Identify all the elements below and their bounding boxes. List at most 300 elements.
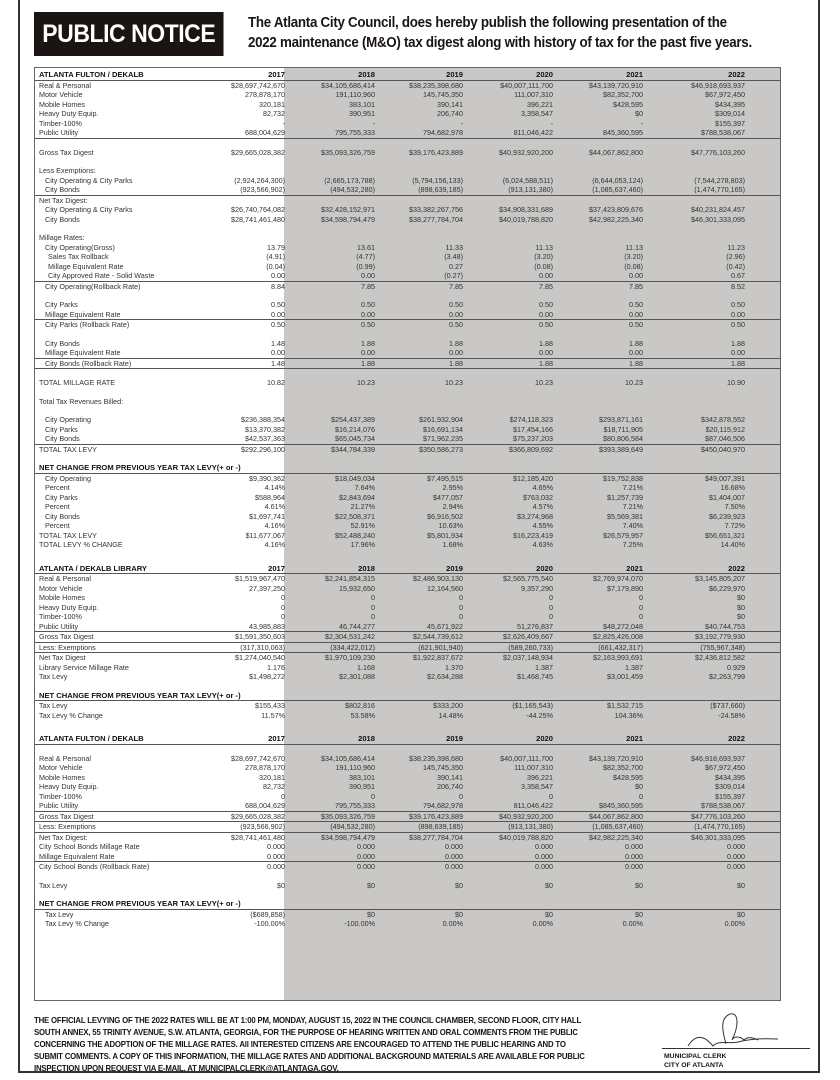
row-label: Millage Equivalent Rate [45, 348, 121, 357]
cell-2017: $28,697,742,670 [231, 80, 285, 90]
table-row [35, 128, 780, 139]
net-change-header [35, 691, 780, 702]
cell-2021: $44,067,862,800 [589, 811, 643, 821]
cell-2022: $2,436,812,582 [695, 653, 745, 662]
cell-2019: 206,740 [437, 782, 463, 791]
row-label: NET CHANGE FROM PREVIOUS YEAR TAX LEVY(+ or -) [39, 690, 241, 700]
cell-2022: $87,046,506 [705, 434, 745, 443]
table-row [35, 842, 780, 852]
cell-2020: (913,131,380) [508, 185, 553, 194]
table-row [35, 603, 780, 613]
cell-2020: 3,358,547 [521, 109, 553, 118]
cell-2018: 0.000 [357, 842, 375, 851]
cell-2017: 278,878,170 [245, 763, 285, 772]
cell-2021: $2,769,974,070 [593, 574, 643, 583]
cell-2017: $28,697,742,670 [231, 753, 285, 763]
cell-2017: 1.48 [271, 338, 285, 348]
cell-2019: 7.85 [449, 281, 463, 291]
cell-2018: 0.00 [361, 309, 375, 319]
row-label: Public Utility [39, 801, 79, 810]
cell-2020: $16,223,419 [513, 530, 553, 540]
cell-2017: $29,665,028,382 [231, 811, 285, 821]
cell-2017: 0.000 [267, 842, 285, 851]
row-label: Library Service Millage Rate [39, 662, 129, 672]
cell-2019: (898,639,185) [418, 185, 463, 194]
cell-2018: 0 [371, 593, 375, 602]
cell-2021: $42,982,225,340 [589, 214, 643, 224]
cell-2021: $37,423,809,676 [589, 205, 643, 214]
cell-2018: $2,241,854,315 [325, 574, 375, 583]
cell-2018: $0 [367, 909, 375, 919]
cell-2021: $428,595 [613, 772, 643, 782]
cell-2022: $67,972,450 [705, 763, 745, 772]
cell-2018: 21.27% [350, 502, 375, 511]
clerk-signature-block [664, 1052, 726, 1070]
row-label: Timber-100% [39, 118, 82, 128]
cell-2021: $0 [635, 782, 643, 791]
cell-2017: 0 [281, 593, 285, 602]
cell-2019: 0 [459, 602, 463, 612]
cell-2019: (5,794,156,133) [412, 175, 463, 185]
cell-2018: 0 [371, 602, 375, 612]
cell-2021: $82,352,700 [603, 763, 643, 772]
cell-2018: 0.50 [361, 300, 375, 309]
cell-2018: 2018 [358, 563, 375, 573]
cell-2021: - [640, 118, 643, 128]
cell-2018: 0.00 [361, 271, 375, 280]
cell-2017: $292,296,100 [241, 444, 285, 454]
cell-2021: $82,352,700 [603, 90, 643, 99]
row-label: City Bonds [45, 185, 80, 194]
table-row [35, 763, 780, 773]
cell-2022: 10.90 [727, 378, 745, 387]
section-header [35, 734, 780, 745]
cell-2022: 2022 [728, 70, 745, 79]
row-label: Gross Tax Digest [39, 147, 94, 157]
cell-2022: $49,007,391 [705, 473, 745, 483]
row-label: TOTAL TAX LEVY [39, 530, 97, 540]
row-label: Millage Equivalent Rate [48, 261, 124, 271]
cell-2017: 0.00 [271, 309, 285, 319]
row-label: City Operating & City Parks [45, 205, 133, 214]
cell-2018: 383,101 [349, 99, 375, 109]
table-row [35, 262, 780, 272]
cell-2018: 0.00 [361, 348, 375, 357]
row-label: City Operating & City Parks [45, 175, 133, 185]
row-label: Percent [45, 483, 70, 492]
cell-2022: $46,301,333,095 [691, 832, 745, 842]
row-label: Timber-100% [39, 791, 82, 801]
cell-2018: -100.00% [344, 919, 375, 928]
row-label: ATLANTA FULTON / DEKALB [39, 70, 144, 79]
cell-2018: $254,437,389 [331, 415, 375, 424]
cell-2019: 0 [459, 593, 463, 602]
row-label: TOTAL TAX LEVY [39, 444, 97, 454]
cell-2017: $11,677,067 [245, 530, 285, 540]
row-label: Tax Levy % Change [45, 919, 109, 928]
cell-2017: $588,964 [255, 492, 285, 502]
cell-2018: - [372, 118, 375, 128]
row-label: Gross Tax Digest [39, 811, 94, 821]
cell-2018: 795,755,333 [335, 801, 375, 810]
cell-2021: $2,163,993,691 [593, 653, 643, 662]
cell-2019: 45,671,922 [427, 621, 463, 631]
intro-line-1: The Atlanta City Council, does hereby publish the following presentation of the [248, 15, 727, 31]
row-label: Public Utility [39, 621, 79, 631]
table-row [35, 910, 780, 920]
cell-2022: (7,544,278,803) [694, 175, 745, 185]
cell-2020: $2,626,409,667 [503, 632, 553, 641]
cell-2019: $2,634,288 [427, 672, 463, 681]
cell-2020: $17,454,166 [513, 424, 553, 434]
cell-2022: $342,878,552 [701, 415, 745, 424]
cell-2017: 320,181 [259, 772, 285, 782]
row-label: ATLANTA / DEKALB LIBRARY [39, 563, 147, 573]
table-row [35, 711, 780, 721]
cell-2020: 0 [549, 593, 553, 602]
cell-2022: $47,776,103,260 [691, 147, 745, 157]
cell-2021: 845,360,595 [603, 128, 643, 137]
cell-2021: $1,532,715 [607, 701, 643, 710]
table-row [35, 512, 780, 522]
cell-2022: 0.50 [731, 320, 745, 329]
cell-2022: 7.50% [724, 502, 745, 511]
cell-2021: 0.00 [629, 271, 643, 280]
cell-2022: $40,744,753 [705, 621, 745, 631]
cell-2017: 2017 [268, 734, 285, 743]
cell-2020: 9,357,290 [521, 583, 553, 593]
row-label: Heavy Duty Equip. [39, 602, 99, 612]
cell-2019: (621,901,940) [418, 642, 463, 652]
table-row [35, 300, 780, 310]
row-label: Sales Tax Rollback [48, 252, 109, 261]
cell-2020: 111,007,310 [514, 763, 553, 772]
row-label: City Operating [45, 473, 91, 483]
cell-2022: (1,474,770,165) [694, 822, 745, 831]
cell-2017: 10.82 [267, 378, 285, 387]
cell-2018: $16,214,076 [335, 424, 375, 434]
cell-2017: 8.84 [271, 281, 285, 291]
cell-2019: $1,922,837,672 [413, 653, 463, 662]
table-row [35, 166, 780, 176]
hearing-notice: THE OFFICIAL LEVYING OF THE 2022 RATES WILL BE AT 1:00 PM, MONDAY, AUGUST 15, 2022 IN THE COUNCIL CHAMBER, SECOND FLOOR, CITY HALL SOUTH ANNEX, 55 TRINITY AVENUE, S.W. ATLANTA, GEORGIA, FOR THE PURPOSE OF HEARING WRITTEN AND ORAL COMMENTS FROM THE PUBLIC CONCERNING THE ADOPTION OF THE MILLAGE RATES. All INTERESTED CITIZENS ARE ENCOURAGED TO ATTEND THE PUBLIC HEARING AND TO SUBMIT COMMENTS. A COPY OF THIS INFORMATION, THE MILLAGE RATES AND ADDITIONAL BACKGROUND MATERIALS ARE AVAILABLE FOR PUBLIC INSPECTION UPON REQUEST VIA E-MAIL. AT MUNICIPALCLERK@ATLANTAGA.GOV. [34, 1015, 585, 1073]
cell-2022: 0.000 [727, 842, 745, 851]
row-label: Real & Personal [39, 80, 91, 90]
table-row [35, 701, 780, 711]
cell-2018: 52.91% [350, 521, 375, 530]
cell-2022: (755,967,348) [700, 642, 745, 652]
intro-text [248, 13, 782, 53]
row-label: City Bonds (Rollback Rate) [45, 358, 132, 368]
cell-2019: $2,486,903,130 [413, 574, 463, 583]
cell-2022: $1,404,007 [709, 492, 745, 502]
row-label: Heavy Duty Equip. [39, 782, 99, 791]
cell-2017: (2,924,264,300) [234, 175, 285, 185]
row-label: Percent [45, 521, 70, 530]
cell-2021: $48,272,048 [603, 621, 643, 631]
cell-2022: $3,192,779,930 [695, 632, 745, 641]
cell-2022: $0 [737, 909, 745, 919]
cell-2021: $5,569,381 [607, 511, 643, 521]
cell-2022: $788,538,067 [701, 801, 745, 810]
cell-2021: (3.20) [624, 252, 643, 261]
row-label: Millage Rates: [39, 233, 85, 242]
cell-2020: $2,565,775,540 [503, 574, 553, 583]
cell-2018: $34,105,686,414 [321, 753, 375, 763]
cell-2022: $6,239,923 [709, 511, 745, 521]
cell-2019: 206,740 [437, 109, 463, 118]
table-row [35, 434, 780, 445]
table-row [35, 215, 780, 225]
cell-2019: 1.88 [449, 358, 463, 368]
cell-2022: $155,397 [715, 791, 745, 801]
cell-2021: $293,871,161 [599, 415, 643, 424]
cell-2020: (913,131,380) [508, 822, 553, 831]
cell-2017: 1.48 [271, 358, 285, 368]
row-label: Mobile Homes [39, 772, 85, 782]
table-row [35, 612, 780, 622]
cell-2022: $155,397 [715, 118, 745, 128]
cell-2020: $0 [545, 909, 553, 919]
cell-2021: $845,360,595 [599, 801, 643, 810]
cell-2017: 2017 [268, 70, 285, 79]
cell-2020: 111,007,310 [514, 90, 553, 99]
cell-2019: 0.00% [442, 919, 463, 928]
cell-2017: 688,004,629 [245, 801, 285, 810]
table-row [35, 672, 780, 682]
cell-2021: 0.000 [625, 862, 643, 871]
cell-2017: (923,566,902) [240, 185, 285, 194]
cell-2019: $16,691,134 [423, 424, 463, 434]
table-row [35, 502, 780, 512]
cell-2019: $71,962,235 [423, 434, 463, 443]
cell-2020: $274,118,323 [509, 415, 553, 424]
cell-2017: 4.16% [264, 521, 285, 530]
cell-2022: $40,231,824,457 [691, 205, 745, 214]
cell-2022: 0.67 [731, 271, 745, 280]
cell-2017: $1,591,350,603 [235, 632, 285, 641]
cell-2019: 10.23 [445, 378, 463, 387]
public-notice-badge: PUBLIC NOTICE [34, 12, 224, 56]
row-label: Tax Levy [39, 880, 68, 890]
cell-2017: 0.50 [271, 300, 285, 309]
cell-2020: 0 [549, 602, 553, 612]
cell-2022: 2022 [728, 734, 745, 743]
cell-2018: 383,101 [349, 772, 375, 782]
cell-2022: 14.40% [720, 540, 745, 549]
cell-2021: 0.000 [625, 842, 643, 851]
cell-2018: 7.64% [354, 483, 375, 492]
table-row [35, 90, 780, 100]
cell-2021: 0 [639, 602, 643, 612]
cell-2017: $26,740,764,082 [231, 205, 285, 214]
cell-2018: 191,110,960 [335, 763, 375, 772]
cell-2018: (494,532,280) [330, 822, 375, 831]
cell-2018: 7.85 [361, 281, 375, 291]
cell-2022: -24.58% [718, 710, 745, 720]
cell-2017: 0 [281, 602, 285, 612]
row-label: Net Tax Digest: [39, 195, 88, 205]
cell-2017: -100.00% [254, 919, 285, 928]
cell-2021: 7.21% [622, 502, 643, 511]
cell-2020: 0.00% [532, 919, 553, 928]
table-row [35, 540, 780, 550]
cell-2017: (4.91) [266, 252, 285, 261]
cell-2017: 13.79 [267, 242, 285, 252]
cell-2017: 27,397,250 [249, 583, 285, 593]
cell-2022: $20,115,912 [705, 424, 745, 434]
cell-2018: 13.61 [357, 242, 375, 252]
cell-2022: $47,776,103,260 [691, 811, 745, 821]
cell-2017: 0.00 [271, 271, 285, 280]
table-row [35, 348, 780, 359]
cell-2022: 7.72% [724, 521, 745, 530]
cell-2022: $56,651,321 [705, 530, 745, 540]
cell-2021: 0 [639, 612, 643, 621]
cell-2018: $2,301,088 [339, 672, 375, 681]
cell-2020: 0.00 [539, 348, 553, 357]
tax-digest-table [34, 67, 781, 1001]
table-row [35, 320, 780, 330]
cell-2022: $2,263,799 [709, 672, 745, 681]
cell-2021: $44,067,862,800 [589, 147, 643, 157]
cell-2020: 0.000 [535, 862, 553, 871]
cell-2019: $350,586,273 [419, 444, 463, 454]
cell-2021: 7.85 [629, 281, 643, 291]
cell-2022: 1.88 [731, 358, 745, 368]
cell-2021: 7.21% [622, 483, 643, 492]
table-row [35, 862, 780, 872]
cell-2021: $7,179,890 [607, 583, 643, 593]
table-row [35, 483, 780, 493]
cell-2018: 191,110,960 [335, 90, 375, 99]
cell-2018: $34,105,686,414 [321, 80, 375, 90]
cell-2022: $434,395 [715, 772, 745, 782]
cell-2017: $42,537,363 [245, 434, 285, 443]
cell-2017: $1,519,967,470 [235, 574, 285, 583]
cell-2021: $428,595 [613, 99, 643, 109]
table-row [35, 445, 780, 455]
table-row [35, 812, 780, 823]
cell-2019: 14.48% [438, 710, 463, 720]
cell-2021: $19,752,838 [603, 473, 643, 483]
cell-2019: $38,235,398,680 [409, 80, 463, 90]
cell-2020: $366,809,692 [509, 444, 553, 454]
cell-2022: $0 [737, 593, 745, 602]
row-label: City Bonds [45, 511, 80, 521]
cell-2020: 0.00 [539, 271, 553, 280]
cell-2017: 320,181 [259, 99, 285, 109]
cell-2020: 4.63% [532, 540, 553, 549]
cell-2021: (1,085,637,460) [592, 185, 643, 194]
cell-2021: 2021 [626, 734, 643, 743]
cell-2019: 0.000 [445, 851, 463, 861]
row-label: City Parks (Rollback Rate) [45, 320, 130, 329]
cell-2018: 2018 [358, 734, 375, 743]
cell-2020: 4.57% [532, 502, 553, 511]
cell-2021: 11.13 [625, 242, 643, 252]
cell-2017: $13,370,382 [245, 424, 285, 434]
table-row [35, 822, 780, 833]
table-row [35, 852, 780, 863]
cell-2020: (3.20) [534, 252, 553, 261]
table-row [35, 574, 780, 584]
cell-2022: 16.68% [720, 483, 745, 492]
cell-2019: 0 [459, 612, 463, 621]
cell-2021: 1.88 [629, 338, 643, 348]
cell-2020: 1.88 [539, 358, 553, 368]
cell-2020: 3,358,547 [521, 782, 553, 791]
cell-2021: 0 [639, 593, 643, 602]
table-row [35, 310, 780, 321]
table-row [35, 584, 780, 594]
table-row [35, 792, 780, 802]
cell-2017: 4.14% [264, 483, 285, 492]
cell-2019: 0 [459, 791, 463, 801]
cell-2018: $65,045,734 [335, 434, 375, 443]
cell-2021: $42,982,225,340 [589, 832, 643, 842]
cell-2021: 0.50 [629, 320, 643, 329]
cell-2017: 4.61% [264, 502, 285, 511]
cell-2018: 15,932,650 [339, 583, 375, 593]
row-label: NET CHANGE FROM PREVIOUS YEAR TAX LEVY(+ or -) [39, 899, 241, 908]
cell-2020: $40,932,920,200 [499, 147, 553, 157]
cell-2019: 794,682,978 [423, 128, 463, 137]
cell-2017: 43,985,883 [249, 621, 285, 631]
row-label: City School Bonds (Rollback Rate) [39, 862, 150, 871]
cell-2019: 0.000 [445, 842, 463, 851]
table-row [35, 622, 780, 633]
table-row [35, 653, 780, 663]
row-label: Gross Tax Digest [39, 632, 94, 641]
cell-2021: $1,257,739 [607, 492, 643, 502]
cell-2019: 0.00 [449, 309, 463, 319]
cell-2021: 1.88 [629, 358, 643, 368]
cell-2019: 2.94% [442, 502, 463, 511]
table-row [35, 801, 780, 812]
cell-2022: 8.52 [731, 281, 745, 291]
table-row [35, 119, 780, 129]
cell-2020: 7.85 [539, 281, 553, 291]
cell-2018: 17.96% [350, 540, 375, 549]
cell-2021: 0.00% [622, 919, 643, 928]
table-row [35, 531, 780, 541]
cell-2020: $75,237,203 [513, 434, 553, 443]
cell-2020: - [550, 118, 553, 128]
cell-2020: 4.55% [532, 521, 553, 530]
cell-2018: $18,049,034 [335, 473, 375, 483]
cell-2018: $2,843,694 [339, 492, 375, 502]
row-label: City School Bonds Millage Rate [39, 842, 140, 851]
cell-2017: $155,433 [255, 701, 285, 710]
table-row [35, 415, 780, 425]
cell-2020: 396,221 [527, 772, 553, 782]
cell-2022: 0.000 [727, 862, 745, 871]
row-label: Tax Levy [45, 909, 74, 919]
row-label: TOTAL MILLAGE RATE [39, 378, 116, 387]
table-row [35, 252, 780, 262]
table-row [35, 521, 780, 531]
row-label: City Bonds [45, 338, 80, 348]
cell-2021: $80,806,584 [603, 434, 643, 443]
cell-2019: 145,745,350 [423, 763, 463, 772]
cell-2018: 0 [371, 791, 375, 801]
cell-2021: 7.40% [622, 521, 643, 530]
cell-2017: ($689,858) [250, 909, 285, 919]
row-label: City Parks [45, 492, 78, 502]
cell-2017: 11.57% [261, 710, 285, 720]
cell-2018: $1,970,109,230 [325, 653, 375, 662]
